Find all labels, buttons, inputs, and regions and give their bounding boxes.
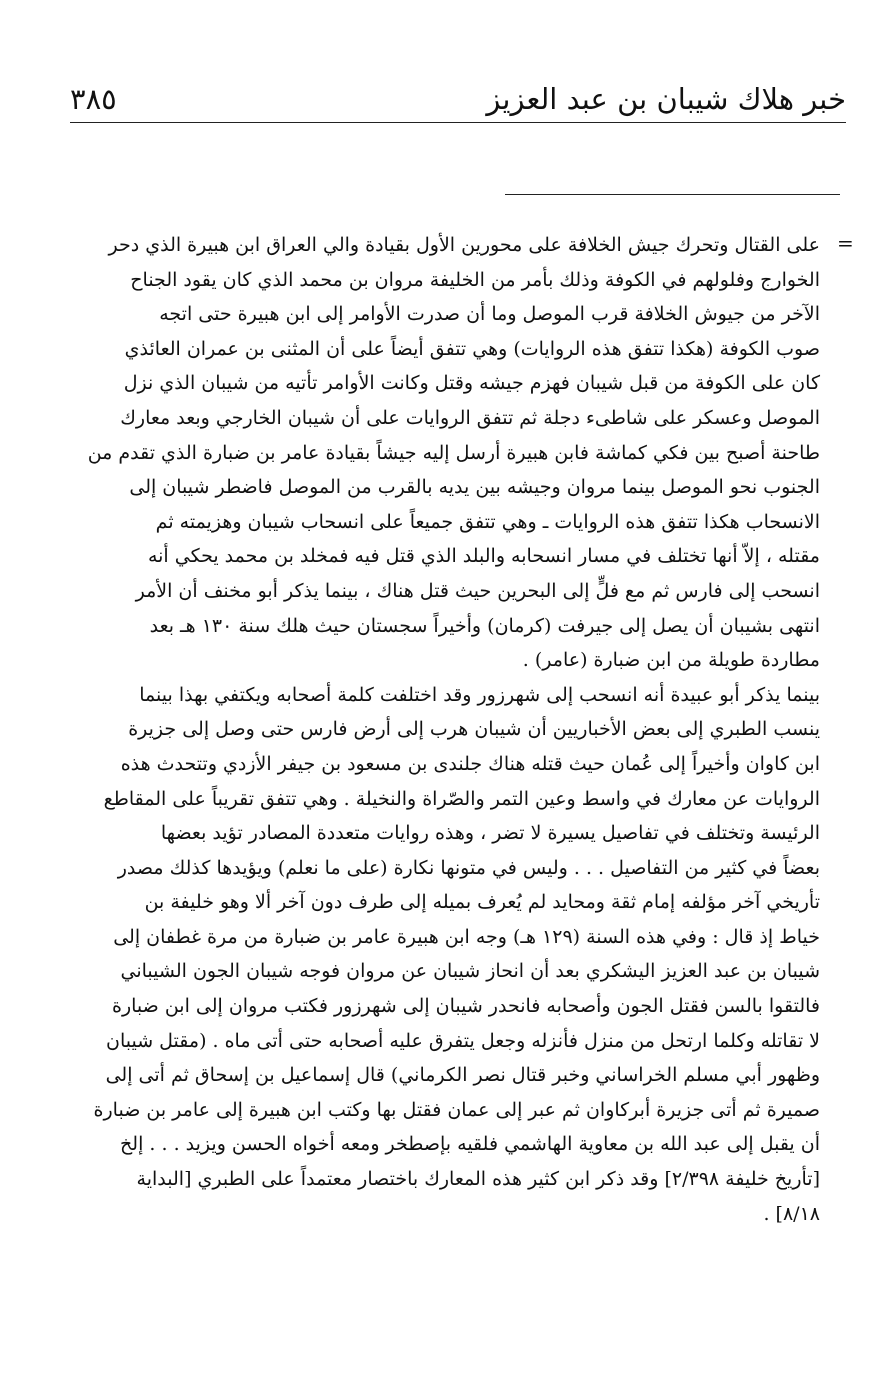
text-line: انسحب إلى فارس ثم مع فلٍّ إلى البحرين حيث قتل هناك ، بينما يذكر أبو مخنف أن الأمر (135, 579, 820, 602)
text-line: كان على الكوفة من قبل شيبان فهزم جيشه وقتل وكانت الأوامر تأتيه من شيبان الذي نزل (123, 372, 820, 395)
text-line: مطاردة طويلة من ابن ضبارة (عامر) . (522, 649, 820, 672)
text-line: الانسحاب هكذا تتفق هذه الروايات ـ وهي تتفق جميعاً على انسحاب شيبان وهزيمته ثم (155, 510, 820, 533)
text-line: أن يقبل إلى عبد الله بن معاوية الهاشمي فلقيه بإصطخر ومعه أخواه الحسن ويزيد . . . إلخ (120, 1133, 820, 1156)
text-line: فالتقوا بالسن فقتل الجون وأصحابه فانحدر شيبان إلى شهرزور فكتب مروان إلى ابن ضبارة (112, 995, 820, 1018)
text-line: ينسب الطبري إلى بعض الأخباريين أن شيبان هرب إلى أرض فارس حتى وصل إلى جزيرة (128, 718, 820, 741)
text-line: صوب الكوفة (هكذا تتفق هذه الروايات) وهي تتفق أيضاً على أن المثنى بن عمران العائذي (124, 337, 820, 360)
text-line: شيبان بن عبد العزيز اليشكري بعد أن انحاز شيبان عن مروان فوجه شيبان الجون الشيباني (120, 960, 820, 983)
page-header (70, 78, 846, 123)
text-line: مقتله ، إلاّ أنها تختلف في مسار انسحابه والبلد الذي قتل فيه فمخلد بن محمد يحكي أنه (147, 545, 820, 568)
footnote-separator (505, 194, 840, 195)
text-line: وظهور أبي مسلم الخراساني وخبر قتال نصر الكرماني) قال إسماعيل بن إسحاق ثم أتى إلى (105, 1064, 820, 1087)
text-line: الرئيسة وتختلف في تفاصيل يسيرة لا تضر ، وهذه روايات متعددة المصادر تؤيد بعضها (160, 822, 820, 845)
text-line: صميرة ثم أتى جزيرة أبركاوان ثم عبر إلى عمان فقتل بها وكتب ابن هبيرة إلى عامر بن ضبارة (93, 1098, 820, 1121)
text-line: تأريخي آخر مؤلفه إمام ثقة ومحايد لم يُعرف بميله إلى طرف دون آخر ألا وهو خليفة بن (144, 891, 820, 914)
footnote-paragraph-1 (86, 228, 820, 678)
text-line: ابن كاوان وأخيراً إلى عُمان حيث قتله هناك جلندى بن مسعود بن جيفر الأزدي وتتحدث هذه (120, 752, 820, 775)
footnote-text (86, 228, 820, 1231)
text-line: الروايات عن معارك في واسط وعين التمر والصّراة والنخيلة . وهي تتفق تقريباً على المقاطع (103, 787, 820, 810)
text-line: بينما يذكر أبو عبيدة أنه انسحب إلى شهرزور وقد اختلفت كلمة أصحابه ويكتفي بهذا بينما (139, 683, 820, 706)
footnote-continuation-mark: = (837, 231, 854, 255)
text-line: الخوارج وفلولهم في الكوفة وذلك بأمر من الخليفة مروان بن محمد الذي كان يقود الجناح (130, 268, 820, 291)
text-line: بعضاً في كثير من التفاصيل . . . وليس في متونها نكارة (على ما نعلم) ويؤيدها كذلك مصدر (117, 856, 820, 879)
text-line: ٨/١٨] . (763, 1202, 820, 1225)
text-line: الآخر من جيوش الخلافة قرب الموصل وما أن صدرت الأوامر إلى ابن هبيرة حتى اتجه (159, 303, 820, 326)
footnote-paragraph-2 (86, 678, 820, 1232)
text-line: الموصل وعسكر على شاطىء دجلة ثم تتفق الروايات على أن شيبان الخارجي وبعد معارك (120, 406, 820, 429)
running-title: خبر هلاك شيبان بن عبد العزيز (486, 82, 846, 116)
text-line: لا تقاتله وكلما ارتحل من منزل فأنزله وجعل يتفرق عليه أصحابه حتى أتى ماه . (مقتل شيبان (105, 1029, 820, 1052)
text-line: على القتال وتحرك جيش الخلافة على محورين الأول بقيادة والي العراق ابن هبيرة الذي دحر (108, 234, 820, 256)
text-line: طاحنة أصبح بين فكي كماشة فابن هبيرة أرسل إليه جيشاً بقيادة عامر بن ضبارة الذي تقدم من (87, 441, 820, 464)
text-line: انتهى بشيبان أن يصل إلى جيرفت (كرمان) وأخيراً سجستان حيث هلك سنة ١٣٠ هـ بعد (149, 614, 820, 637)
text-line: [تأريخ خليفة ٢/٣٩٨] وقد ذكر ابن كثير هذه المعارك باختصار معتمداً على الطبري [البداية (136, 1168, 820, 1191)
page-number: ٣٨٥ (70, 82, 117, 116)
text-line: خياط إذ قال : وفي هذه السنة (١٢٩ هـ) وجه ابن هبيرة عامر بن ضبارة من مرة غطفان إلى (113, 925, 820, 948)
text-line: الجنوب نحو الموصل بينما مروان وجيشه بين يديه بالقرب من الموصل فاضطر شيبان إلى (129, 476, 820, 499)
